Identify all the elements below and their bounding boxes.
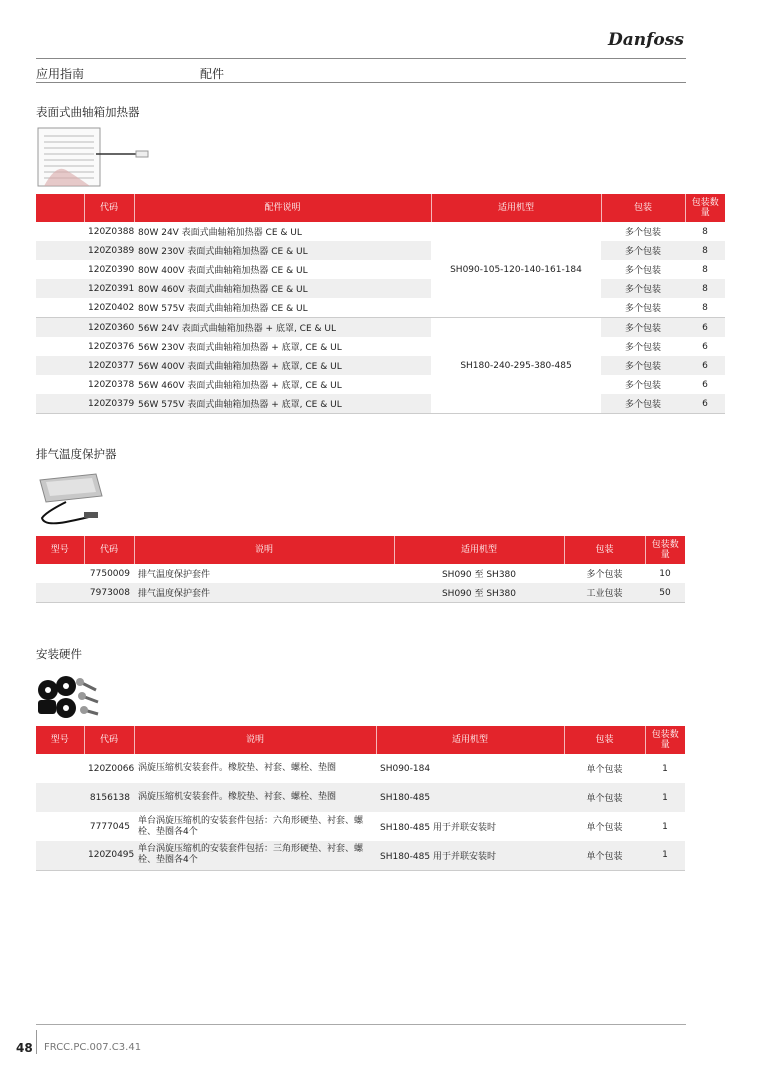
table-row (36, 279, 725, 298)
crankcase-heater-image (36, 124, 151, 190)
pack-cell: 多个包装 (601, 394, 685, 414)
footer-rule (36, 1024, 686, 1025)
section-title-mounting-hardware: 安装硬件 (36, 647, 82, 661)
model-cell: SH090 至 SH380 (394, 583, 564, 603)
qty-cell: 1 (662, 821, 668, 832)
qty-cell: 10 (659, 568, 671, 579)
mounting-hardware-image (36, 672, 106, 722)
table-header-row (36, 194, 725, 222)
desc-cell: 80W 24V 表面式曲轴箱加热器 CE & UL (138, 228, 302, 238)
col-header-desc: 配件说明 (134, 194, 431, 222)
model-cell: SH090-184 (380, 763, 431, 774)
document-code: FRCC.PC.007.C3.41 (44, 1042, 142, 1053)
page-number: 48 (16, 1041, 33, 1055)
col-header-qty: 包装数量 (685, 194, 725, 222)
table-header-row (36, 726, 685, 754)
code-cell: 120Z0495 (84, 841, 134, 870)
code-cell: 120Z0391 (84, 279, 134, 298)
pack-cell: 多个包装 (601, 318, 685, 338)
qty-cell: 6 (702, 341, 708, 352)
desc-cell: 80W 460V 表面式曲轴箱加热器 CE & UL (134, 279, 431, 298)
table-row (36, 583, 685, 603)
col-header-code: 代码 (84, 194, 134, 222)
desc-cell: 排气温度保护套件 (134, 583, 394, 603)
table-row (36, 754, 685, 783)
desc-cell: 单台涡旋压缩机的安装套件包括：六角形硬垫、衬套、螺栓、垫圈各4个 (138, 815, 364, 837)
pack-cell: 多个包装 (624, 266, 661, 276)
code-cell: 120Z0388 (88, 226, 135, 237)
code-cell: 120Z0390 (88, 264, 135, 275)
code-cell: 7750009 (89, 568, 130, 579)
table-row (36, 812, 685, 841)
desc-cell: 单台涡旋压缩机的安装套件包括：三角形硬垫、衬套、螺栓、垫圈各4个 (134, 841, 376, 870)
code-cell: 120Z0376 (88, 341, 135, 352)
pack-cell: 多个包装 (624, 381, 661, 391)
desc-cell: 56W 575V 表面式曲轴箱加热器 + 底罩, CE & UL (134, 394, 431, 414)
model-cell: SH180-485 用于并联安装时 (376, 841, 564, 870)
table-row (36, 260, 725, 279)
qty-cell: 8 (685, 279, 725, 298)
col-header-code: 代码 (84, 536, 134, 564)
code-cell: 120Z0066 (88, 763, 135, 774)
qty-cell: 8 (702, 302, 708, 313)
pack-cell: 多个包装 (601, 356, 685, 375)
discharge-protector-image (36, 472, 106, 528)
qty-cell: 1 (662, 763, 668, 774)
qty-cell: 8 (702, 226, 708, 237)
pack-cell: 工业包装 (564, 583, 645, 603)
table-row (36, 222, 725, 241)
desc-cell: 80W 575V 表面式曲轴箱加热器 CE & UL (138, 304, 308, 314)
code-cell: 120Z0377 (84, 356, 134, 375)
pack-cell: 多个包装 (601, 279, 685, 298)
pack-cell: 多个包装 (624, 343, 661, 353)
desc-cell: 涡旋压缩机安装套件。橡胶垫、衬套、螺栓、垫圈 (138, 763, 337, 773)
qty-cell: 8 (685, 241, 725, 260)
table-row (36, 298, 725, 318)
danfoss-logo (606, 24, 686, 52)
model-cell: SH180-240-295-380-485 (431, 318, 601, 414)
desc-cell: 涡旋压缩机安装套件。橡胶垫、衬套、螺栓、垫圈 (134, 783, 376, 812)
col-header-model: 适用机型 (431, 194, 601, 222)
qty-cell: 1 (645, 841, 685, 870)
col-header-code: 代码 (84, 726, 134, 754)
code-cell: 120Z0378 (88, 379, 135, 390)
section-title-discharge-protector: 排气温度保护器 (36, 447, 117, 461)
col-header-type: 型号 (36, 536, 84, 564)
col-header-type: 型号 (36, 726, 84, 754)
col-header-pack: 包装 (564, 536, 645, 564)
desc-cell: 80W 400V 表面式曲轴箱加热器 CE & UL (138, 266, 308, 276)
desc-cell: 80W 230V 表面式曲轴箱加热器 CE & UL (134, 241, 431, 260)
table-row (36, 783, 685, 812)
table-row (36, 337, 725, 356)
pack-cell: 多个包装 (586, 570, 623, 580)
code-cell: 120Z0379 (84, 394, 134, 414)
qty-cell: 6 (685, 356, 725, 375)
qty-cell: 6 (702, 379, 708, 390)
desc-cell: 56W 24V 表面式曲轴箱加热器 + 底罩, CE & UL (134, 318, 431, 338)
header-top-rule (36, 58, 686, 59)
code-cell: 120Z0389 (84, 241, 134, 260)
header-right: 配件 (200, 67, 225, 81)
desc-cell: 56W 230V 表面式曲轴箱加热器 + 底罩, CE & UL (138, 343, 342, 353)
desc-cell: 排气温度保护套件 (138, 570, 211, 580)
heater-table (36, 194, 725, 414)
qty-cell: 50 (645, 583, 685, 603)
table-row (36, 318, 725, 338)
table-header-row (36, 536, 685, 564)
table-row (36, 375, 725, 394)
header-left: 应用指南 (36, 67, 85, 81)
col-header-model: 适用机型 (376, 726, 564, 754)
footer-separator (36, 1030, 37, 1054)
code-cell: 7973008 (84, 583, 134, 603)
qty-cell: 6 (685, 318, 725, 338)
mounting-hardware-table (36, 726, 685, 871)
col-header-desc: 说明 (134, 536, 394, 564)
table-row (36, 841, 685, 870)
section-title-heater: 表面式曲轴箱加热器 (36, 105, 140, 119)
pack-cell: 单个包装 (586, 823, 623, 833)
pack-cell: 多个包装 (601, 241, 685, 260)
col-header-pack: 包装 (564, 726, 645, 754)
model-cell: SH090-105-120-140-161-184 (450, 264, 582, 275)
table-row (36, 394, 725, 414)
table-row (36, 356, 725, 375)
code-cell: 7777045 (89, 821, 130, 832)
desc-cell: 56W 460V 表面式曲轴箱加热器 + 底罩, CE & UL (138, 381, 342, 391)
model-cell: SH090 至 SH380 (441, 570, 517, 580)
pack-cell: 多个包装 (624, 304, 661, 314)
table-row (36, 241, 725, 260)
pack-cell: 多个包装 (624, 228, 661, 238)
qty-cell: 8 (702, 264, 708, 275)
col-header-model: 适用机型 (394, 536, 564, 564)
header-bottom-rule (36, 82, 686, 83)
discharge-protector-table (36, 536, 685, 603)
model-cell: SH180-485 用于并联安装时 (380, 823, 496, 833)
col-header-qty: 包装数量 (645, 726, 685, 754)
pack-cell: 单个包装 (564, 783, 645, 812)
col-header (36, 194, 84, 222)
col-header-desc: 说明 (134, 726, 376, 754)
col-header-pack: 包装 (601, 194, 685, 222)
col-header-qty: 包装数量 (645, 536, 685, 564)
desc-cell: 56W 400V 表面式曲轴箱加热器 + 底罩, CE & UL (134, 356, 431, 375)
pack-cell: 单个包装 (586, 765, 623, 775)
qty-cell: 1 (645, 783, 685, 812)
code-cell: 8156138 (84, 783, 134, 812)
pack-cell: 单个包装 (564, 841, 645, 870)
code-cell: 120Z0360 (84, 318, 134, 338)
svg-text:Danfoss: Danfoss (608, 30, 684, 50)
table-row (36, 564, 685, 583)
model-cell: SH180-485 (376, 783, 564, 812)
qty-cell: 6 (685, 394, 725, 414)
code-cell: 120Z0402 (88, 302, 135, 313)
